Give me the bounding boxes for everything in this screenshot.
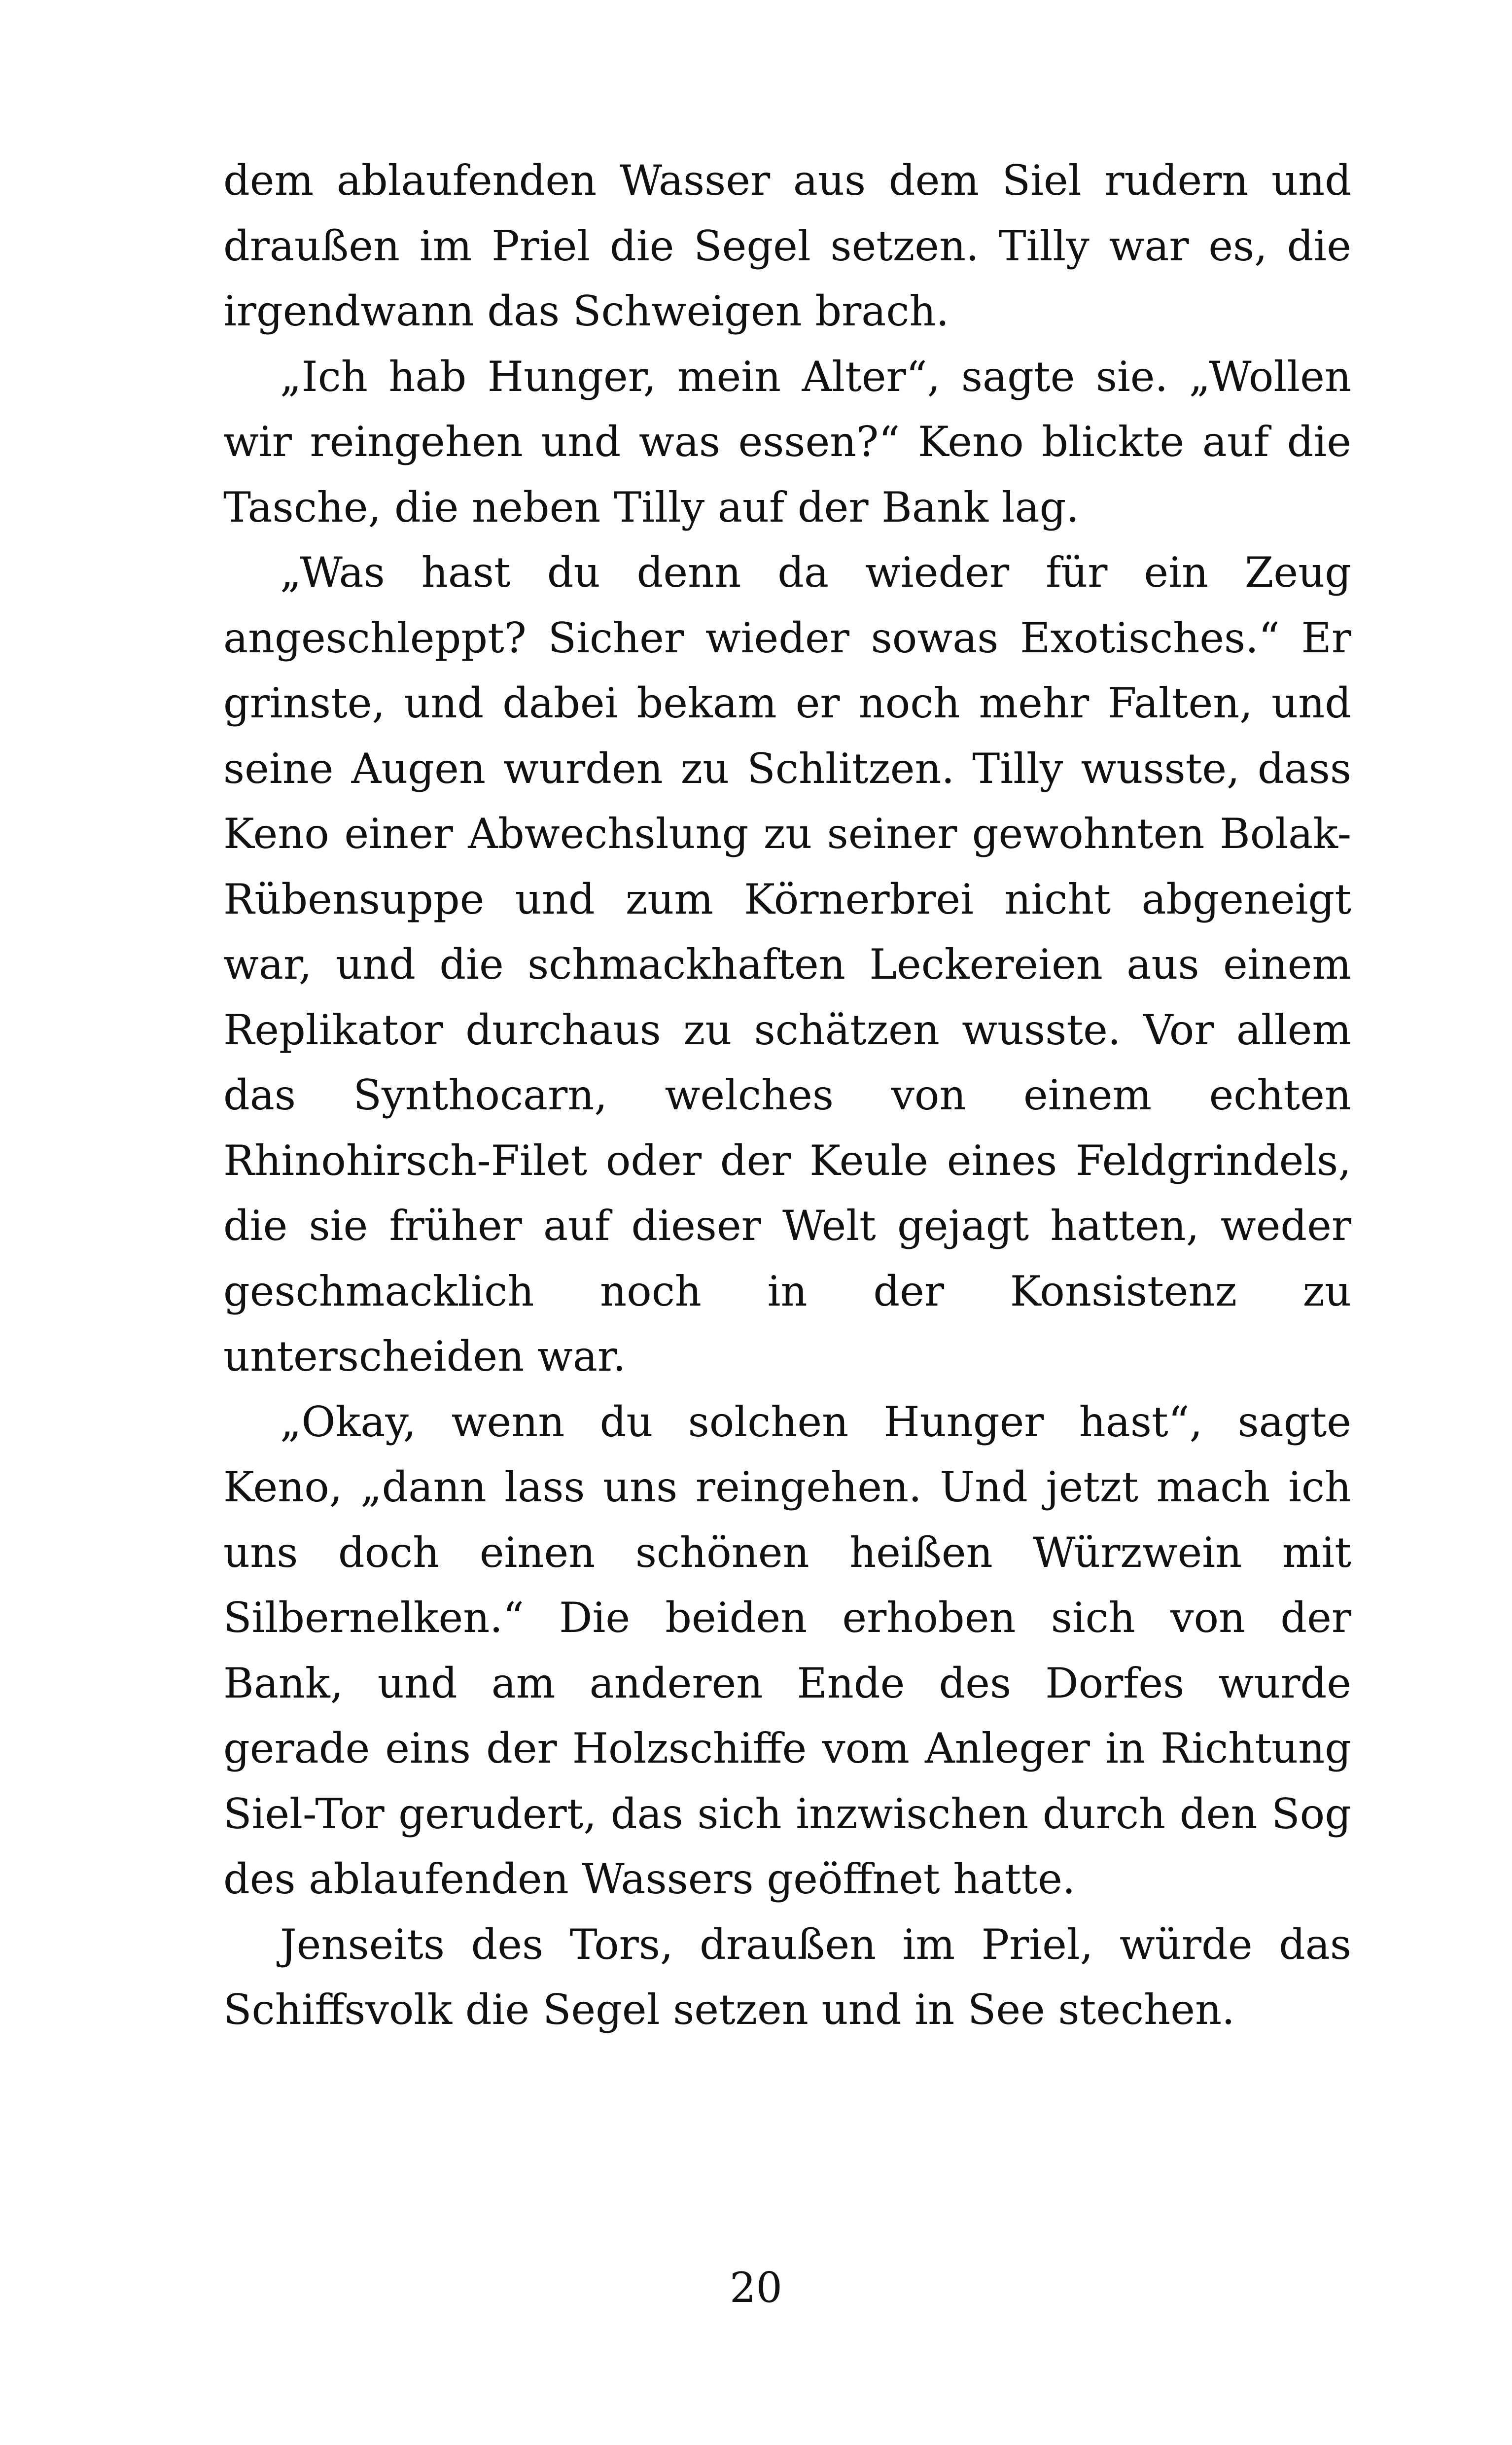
paragraph: „Ich hab Hunger, mein Alter“, sagte sie. „Wollen wir reingehen und was essen?“ Keno blickte auf die Tasche, die neben Tilly auf der Bank lag.: [223, 352, 1351, 532]
paragraph: Jenseits des Tors, draußen im Priel, würde das Schiffsvolk die Segel setzen und in See stechen.: [223, 1920, 1351, 2034]
paragraph-continued: dem ablaufenden Wasser aus dem Siel rudern und draußen im Priel die Segel setzen. Tilly war es, die irgendwann das Schweigen brach.: [223, 156, 1351, 335]
paragraph: „Okay, wenn du solchen Hunger hast“, sagte Keno, „dann lass uns reingehen. Und jetzt mach ich uns doch einen schönen heißen Würzwein mit Silbernelken.“ Die beiden erhoben sich von der Bank, und am anderen Ende des Dorfes wurde gerade eins der Holzschiffe vom Anleger in Richtung Siel-Tor gerudert, das sich inzwischen durch den Sog des ablaufenden Wassers geöffnet hatte.: [223, 1397, 1351, 1903]
paragraph: „Was hast du denn da wieder für ein Zeug angeschleppt? Sicher wieder sowas Exotisches.“ Er grinste, und dabei bekam er noch mehr Falten, und seine Augen wurden zu Schlitzen. Tilly wusste, dass Keno einer Abwechslung zu seiner gewohnten Bolak-Rübensuppe und zum Körnerbrei nicht abgeneigt war, und die schmackhaften Leckereien aus einem Replikator durchaus zu schätzen wusste. Vor allem das Synthocarn, welches von einem echten Rhinohirsch-Filet oder der Keule eines Feldgrindels, die sie früher auf dieser Welt gejagt hatten, weder geschmacklich noch in der Konsistenz zu unterscheiden war.: [223, 548, 1351, 1381]
body-text: [223, 148, 1351, 2043]
page-number: 20: [730, 2264, 782, 2312]
